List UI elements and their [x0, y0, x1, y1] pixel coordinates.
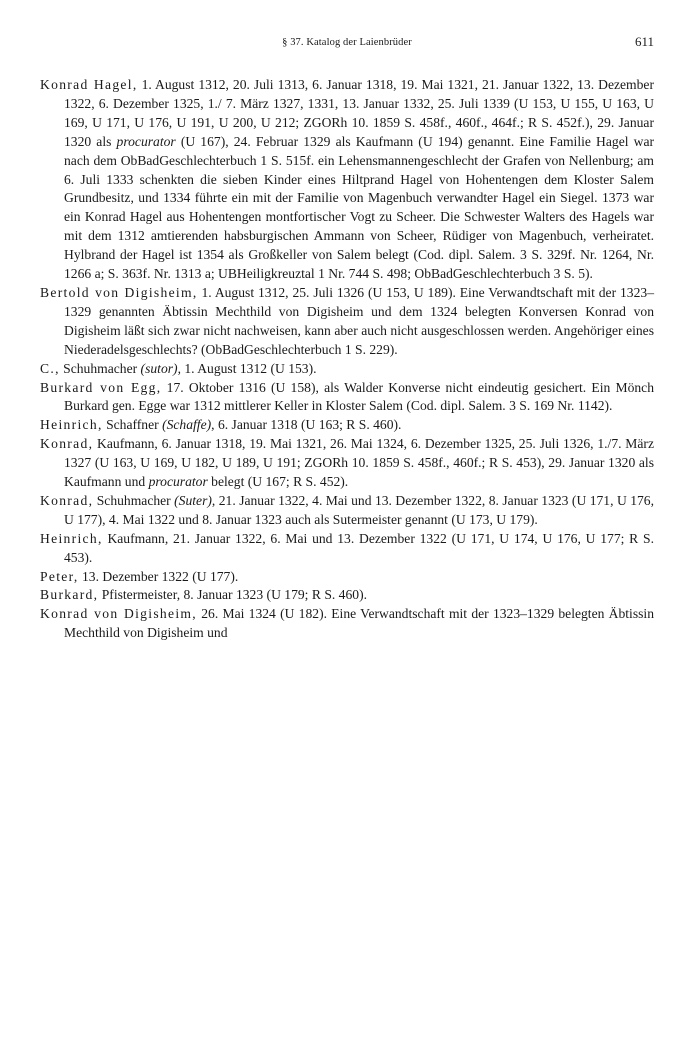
- entry-name: Konrad,: [40, 436, 94, 452]
- catalog-entry: [40, 379, 654, 417]
- catalog-entry: [40, 360, 654, 379]
- catalog-entry: [40, 492, 654, 530]
- entry-text: , 6. Januar 1318 (U 163; R S. 460).: [211, 417, 402, 433]
- entry-name: Heinrich,: [40, 417, 103, 433]
- entry-italic-term: (sutor): [140, 360, 178, 376]
- catalog-entry: [40, 76, 654, 284]
- entry-text: 1. August 1312, 20. Juli 1313, 6. Januar 1318, 19. Mai 1321, 21. Januar 1322, 13. Dezember 1322, 6. Dezember 1325, 1./ 7. März 1327, 1331, 13. Januar 1332, 25. Juli 1339 (U 153, U 155, U 163, U 169, U 171, U 176, U 191, U 200, U 212; ZGORh 10. 1859 S. 458f., 460f., 464f.; R S. 452f.), 29. Januar 1320 als: [64, 77, 654, 149]
- entry-italic-term: (Schaffe): [162, 417, 212, 433]
- catalog-entry: [40, 435, 654, 492]
- entry-name: Konrad Hagel,: [40, 77, 138, 92]
- entry-text: , 1. August 1312 (U 153).: [177, 360, 317, 376]
- entry-text: Schuhmacher: [93, 492, 175, 508]
- catalog-entries: [40, 76, 654, 643]
- entry-name: Heinrich,: [40, 530, 103, 546]
- catalog-entry: [40, 605, 654, 643]
- page-number: 611: [634, 34, 654, 49]
- entry-name: Burkard,: [40, 587, 99, 603]
- entry-name: Konrad,: [40, 492, 94, 508]
- catalog-entry: [40, 568, 654, 587]
- entry-text: Kaufmann, 21. Januar 1322, 6. Mai und 13. Dezember 1322 (U 171, U 174, U 176, U 177; R S. 453).: [64, 530, 654, 565]
- entry-text: 13. Dezember 1322 (U 177).: [78, 568, 239, 584]
- entry-italic-term: (Suter): [174, 492, 212, 508]
- entry-text: (U 167), 24. Februar 1329 als Kaufmann (U 194) genannt. Eine Familie Hagel war nach dem ObBadGeschlechterbuch 1 S. 515f. ein Lehensmannengeschlecht der Grafen von Nellenburg; am 6. Juli 1333 schenkten die sieben Kinder eines Hiltprand Hagel von Hohentengen dem Kloster Salem Grundbesitz, und 1334 führte ein mit der Familie von Magenbuch verwandter Hagel ein Siegel. 1373 war ein Konrad Hagel aus Hohentengen montfortischer Vogt zu Scheer. Die Schwester Walters des Hagels war mit dem 1312 amtierenden habsburgischen Ammann von Scheer, Rüdiger von Magenbuch, verheiratet. Hylbrand der Hagel ist 1354 als Großkeller von Salem belegt (Cod. dipl. Salem. 3 S. 329f. Nr. 1264, Nr. 1266 a; S. 363f. Nr. 1313 a; UBHeiligkreuztal 1 Nr. 744 S. 498; ObBadGeschlechterbuch 3 S. 5).: [64, 133, 654, 282]
- entry-name: C.,: [40, 360, 60, 376]
- entry-text: Schuhmacher: [59, 360, 141, 376]
- entry-name: Bertold von Digisheim,: [40, 284, 198, 300]
- entry-text: Schaffner: [102, 417, 163, 433]
- catalog-entry: [40, 586, 654, 605]
- entry-text: 17. Oktober 1316 (U 158), als Walder Konverse nicht eindeutig gesichert. Ein Mönch Burkard gen. Egge war 1312 mittlerer Keller in Kloster Salem (Cod. dipl. Salem. 3 S. 169 Nr. 1142).: [64, 379, 654, 414]
- entry-italic-term: procurator: [116, 133, 176, 149]
- entry-text: , 21. Januar 1322, 4. Mai und 13. Dezember 1322, 8. Januar 1323 (U 171, U 176, U 177), 4. Mai 1322 und 8. Januar 1323 auch als Sutermeister genannt (U 173, U 179).: [64, 492, 654, 527]
- catalog-entry: [40, 416, 654, 435]
- catalog-entry: [40, 284, 654, 360]
- entry-name: Konrad von Digisheim,: [40, 606, 197, 622]
- running-header: [40, 30, 654, 56]
- book-page: [40, 30, 654, 643]
- catalog-entry: [40, 530, 654, 568]
- entry-text: 26. Mai 1324 (U 182). Eine Verwandtschaft mit der 1323–1329 belegten Äbtissin Mechthild von Digisheim und: [64, 606, 654, 641]
- entry-name: Peter,: [40, 568, 79, 584]
- entry-name: Burkard von Egg,: [40, 379, 162, 395]
- running-title: § 37. Katalog der Laienbrüder: [282, 37, 412, 48]
- entry-text: Pfistermeister, 8. Januar 1323 (U 179; R S. 460).: [98, 587, 367, 603]
- entry-text: Kaufmann, 6. Januar 1318, 19. Mai 1321, 26. Mai 1324, 6. Dezember 1325, 25. Juli 1326, 1./7. März 1327 (U 163, U 169, U 182, U 189, U 191; ZGORh 10. 1859 S. 458f., 460f.; R S. 453), 29. Januar 1320 als Kaufmann und: [64, 436, 654, 490]
- entry-italic-term: procurator: [148, 474, 208, 490]
- entry-text: belegt (U 167; R S. 452).: [207, 474, 349, 490]
- entry-text: 1. August 1312, 25. Juli 1326 (U 153, U 189). Eine Verwandtschaft mit der 1323–1329 genannten Äbtissin Mechthild von Digisheim und dem 1324 belegten Konversen Konrad von Digisheim läßt sich zwar nicht nachweisen, kann aber auch nicht ausgeschlossen werden. Angehöriger eines Niederadelsgeschlechts? (ObBadGeschlechterbuch 1 S. 229).: [64, 284, 654, 357]
